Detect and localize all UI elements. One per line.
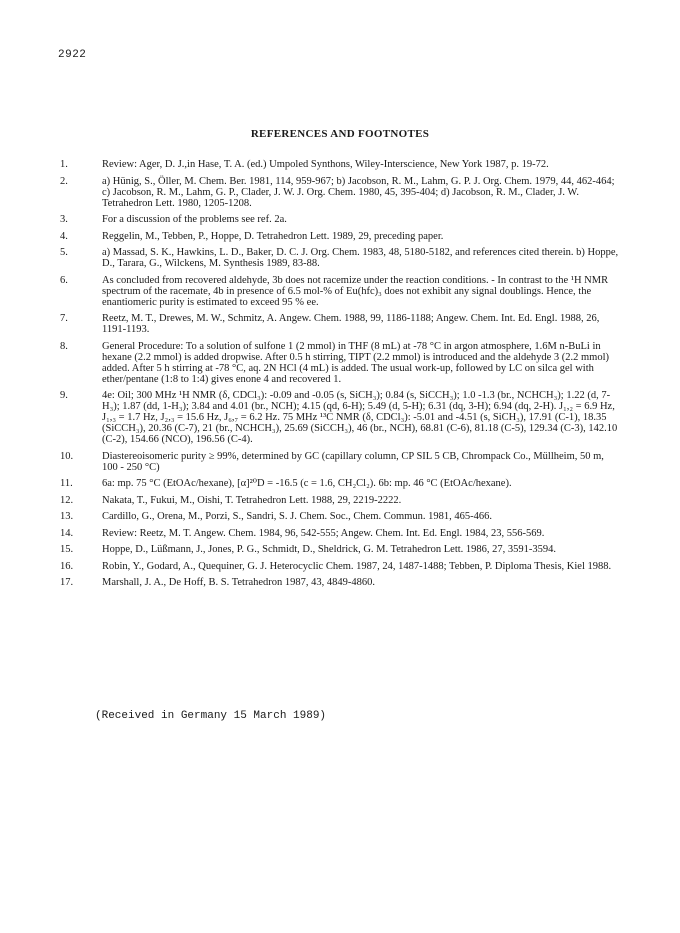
reference-number: 16. (60, 560, 74, 572)
reference-item (0, 495, 680, 506)
reference-text: Reggelin, M., Tebben, P., Hoppe, D. Tetrahedron Lett. 1989, 29, preceding paper. (102, 230, 444, 242)
reference-text: For a discussion of the problems see ref. 2a. (102, 214, 287, 225)
reference-text: a) Hünig, S., Öller, M. Chem. Ber. 1981, 114, 959-967; b) Jacobson, R. M., Lahm, G. P. J. Org. Chem. 1979, 44, 462-464; c) Jacobson, R. M., Lahm, G. P., Clader, J. W. J. Org. Chem. 1980, 45, 395-404; d) Jacobson, R. M., Clader, J. W. Tetrahedron Lett. 1980, 1205-1208. (102, 175, 615, 209)
reference-number: 13. (60, 511, 74, 522)
reference-item (0, 511, 680, 522)
reference-number: 6. (60, 274, 68, 286)
reference-number: 7. (60, 313, 68, 324)
reference-item (0, 231, 680, 242)
reference-item (0, 451, 680, 473)
reference-item (0, 313, 680, 335)
received-note: (Received in Germany 15 March 1989) (95, 710, 327, 722)
reference-item (0, 478, 680, 489)
reference-number: 3. (60, 214, 68, 225)
reference-text: 6a: mp. 75 °C (EtOAc/hexane), [α]²⁰D = -16.5 (c = 1.6, CH₂Cl₂). 6b: mp. 46 °C (EtOAc/hexane). (102, 478, 512, 489)
reference-item (0, 275, 680, 308)
reference-number: 2. (60, 175, 68, 187)
reference-number: 1. (60, 159, 68, 170)
reference-number: 5. (60, 247, 68, 258)
reference-text: General Procedure: To a solution of sulfone 1 (2 mmol) in THF (8 mL) at -78 °C in argon atmosphere, 1.6M n-BuLi in hexane (2.2 mmol) is added dropwise. After 0.5 h stirring, TIPT (2.2 mmol) is introduced and the aldehyde 3 (2.2 mmol) added. After 5 h stirring at -78 °C, aq. 2N HCl (4 mL) is added. The usual work-up, followed by LC on silca gel with ether/pentane (1:8 to 1:4) gives enone 4 and recovered 1. (102, 340, 610, 385)
reference-number: 15. (60, 544, 74, 555)
reference-text: a) Massad, S. K., Hawkins, L. D., Baker, D. C. J. Org. Chem. 1983, 48, 5180-5182, and references cited therein. b) Hoppe, D., Tarara, G., Wilckens, M. Synthesis 1989, 83-88. (102, 247, 619, 269)
reference-item (0, 159, 680, 170)
reference-number: 12. (60, 494, 74, 506)
reference-item (0, 577, 680, 588)
reference-text: Hoppe, D., Lüßmann, J., Jones, P. G., Schmidt, D., Sheldrick, G. M. Tetrahedron Lett. 1986, 27, 3591-3594. (102, 544, 557, 555)
reference-item (0, 214, 680, 225)
reference-number: 11. (60, 478, 73, 489)
reference-number: 17. (60, 577, 74, 588)
reference-text: 4e: Oil; 300 MHz ¹H NMR (δ, CDCl₃): -0.09 and -0.05 (s, SiCH₃); 0.84 (s, SiCCH₃); 1.0 -1.3 (br., NCHCH₃); 1.22 (d, 7-H₃); 1.87 (dd, 1-H₃); 3.84 and 4.01 (br., NCH); 4.15 (qd, 6-H); 5.49 (d, 5-H); 6.31 (dq, 3-H); 6.94 (dq, 2-H). J₁,₂ = 6.9 Hz, J₁,₃ = 1.7 Hz, J₂,₃ = 15.6 Hz, J₆,₇ = 6.2 Hz. 75 MHz ¹³C NMR (δ, CDCl₃): -5.01 and -4.51 (s, SiCH₃), 17.91 (C-1), 18.35 (SiCCH₃), 20.36 (C-7), 21 (br., NCHCH₃), 25.69 (SiCCH₃), 46 (br., NCH), 68.81 (C-6), 81.18 (C-5), 129.34 (C-3), 142.10 (C-2), 154.66 (NCO), 196.56 (C-4). (102, 390, 618, 445)
reference-item (0, 544, 680, 555)
reference-number: 9. (60, 390, 68, 401)
reference-number: 4. (60, 230, 68, 242)
reference-text: Marshall, J. A., De Hoff, B. S. Tetrahedron 1987, 43, 4849-4860. (102, 577, 376, 588)
reference-item (0, 390, 680, 445)
reference-text: As concluded from recovered aldehyde, 3b does not racemize under the reaction conditions. - In contrast to the ¹H NMR spectrum of the racemate, 4b in presence of 6.5 mol-% of Eu(hfc)₃ does not exhibit any signal doublings. Hence, the enantiomeric purity is estimated to exceed 95 % ee. (102, 274, 609, 308)
reference-item (0, 341, 680, 385)
reference-item (0, 176, 680, 209)
reference-number: 10. (60, 450, 74, 462)
reference-text: Reetz, M. T., Drewes, M. W., Schmitz, A. Angew. Chem. 1988, 99, 1186-1188; Angew. Chem. Int. Ed. Engl. 1988, 26, 1191-1193. (102, 313, 600, 335)
reference-text: Review: Ager, D. J.,in Hase, T. A. (ed.) Umpoled Synthons, Wiley-Interscience, New York 1987, p. 19-72. (102, 159, 549, 170)
reference-text: Diastereoisomeric purity ≥ 99%, determined by GC (capillary column, CP SIL 5 CB, Chrompack Co., Müllheim, 50 m, 100 - 250 °C) (102, 450, 604, 473)
reference-text: Cardillo, G., Orena, M., Porzi, S., Sandri, S. J. Chem. Soc., Chem. Commun. 1981, 465-466. (102, 511, 492, 522)
reference-number: 8. (60, 340, 68, 352)
reference-item (0, 528, 680, 539)
reference-item (0, 247, 680, 269)
reference-text: Robin, Y., Godard, A., Quequiner, G. J. Heterocyclic Chem. 1987, 24, 1487-1488; Tebben, P. Diploma Thesis, Kiel 1988. (102, 560, 612, 572)
reference-text: Nakata, T., Fukui, M., Oishi, T. Tetrahedron Lett. 1988, 29, 2219-2222. (102, 494, 402, 506)
reference-item (0, 561, 680, 572)
section-title: REFERENCES AND FOOTNOTES (250, 128, 430, 140)
reference-number: 14. (60, 527, 74, 539)
reference-list (0, 159, 680, 594)
page-number: 2922 (58, 49, 87, 61)
reference-text: Review: Reetz, M. T. Angew. Chem. 1984, 96, 542-555; Angew. Chem. Int. Ed. Engl. 1984, 23, 556-569. (102, 527, 545, 539)
